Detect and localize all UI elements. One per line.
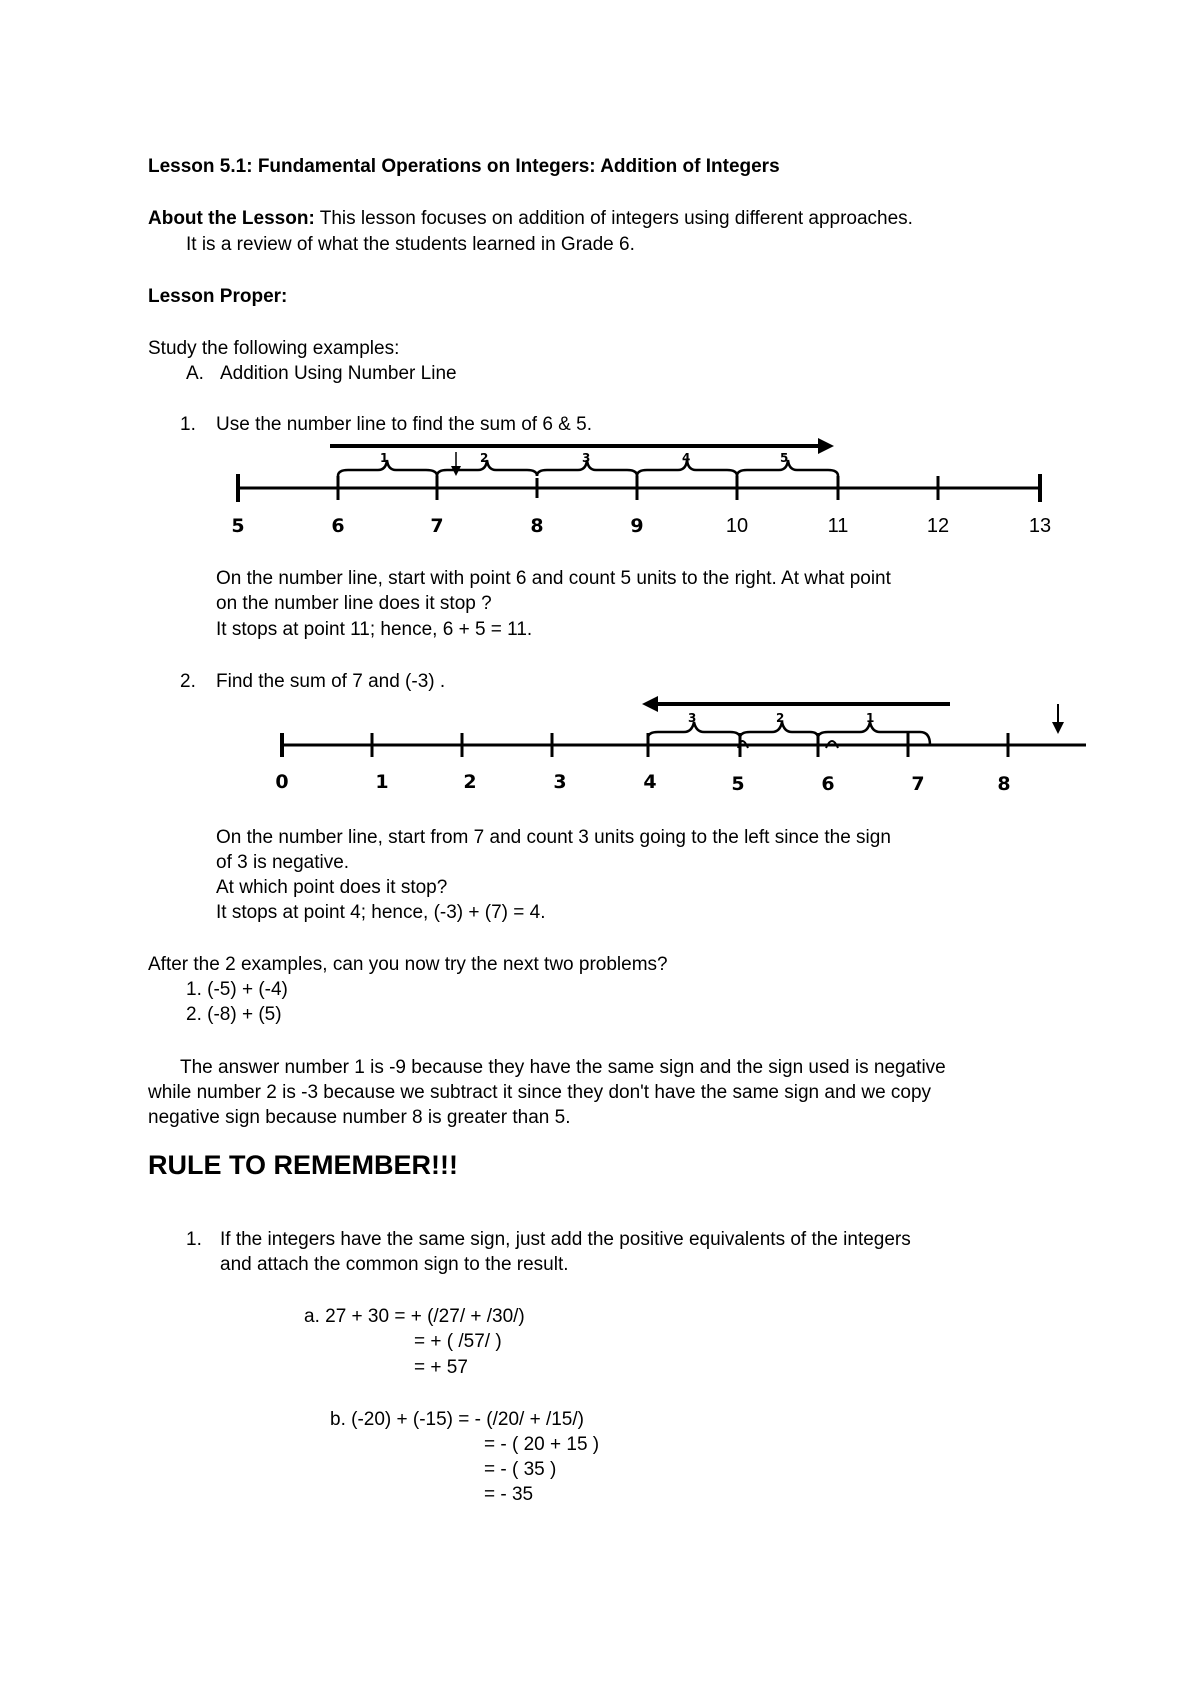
- lesson-proper-heading: Lesson Proper:: [148, 286, 288, 307]
- example1-expl-1: On the number line, start with point 6 and count 5 units to the right. At what point: [216, 568, 891, 589]
- rule1-line-1: If the integers have the same sign, just add the positive equivalents of the integers: [220, 1229, 911, 1250]
- tick-label-5: 5: [231, 515, 245, 537]
- try-problem-1: 1. (-5) + (-4): [186, 979, 288, 1000]
- tick-label-0: 0: [275, 771, 289, 793]
- example2-expl-4: It stops at point 4; hence, (-3) + (7) = 4.: [216, 902, 546, 923]
- tick-label-4: 4: [643, 771, 657, 793]
- tick-label-8: 8: [997, 773, 1011, 795]
- tick-label-3: 3: [553, 771, 567, 793]
- tick-label-6: 6: [821, 773, 835, 795]
- hop-label-5: 5: [780, 451, 789, 465]
- hop-label-3: 3: [688, 711, 697, 725]
- ex-b-line-1: b. (-20) + (-15) = - (/20/ + /15/): [330, 1409, 584, 1430]
- section-a-title: Addition Using Number Line: [220, 363, 457, 384]
- tick-label-7: 7: [430, 515, 444, 537]
- tick-label-1: 1: [375, 771, 389, 793]
- ex-a-line-3: = + 57: [414, 1357, 468, 1378]
- tick-label-2: 2: [463, 771, 477, 793]
- study-text: Study the following examples:: [148, 338, 400, 359]
- rule1-marker: 1.: [186, 1229, 202, 1250]
- example2-expl-2: of 3 is negative.: [216, 852, 350, 873]
- example1-expl-3: It stops at point 11; hence, 6 + 5 = 11.: [216, 619, 533, 640]
- answer-line-2: while number 2 is -3 because we subtract it since they don't have the same sign and we copy: [148, 1082, 932, 1103]
- about-text: This lesson focuses on addition of integers using different approaches.: [314, 208, 913, 229]
- hop-label-1: 1: [866, 711, 875, 725]
- example2-expl-1: On the number line, start from 7 and count 3 units going to the left since the sign: [216, 827, 891, 848]
- tick-label-12: 12: [926, 515, 950, 537]
- tick-label-11: 11: [827, 515, 849, 537]
- example1-expl-2: on the number line does it stop ?: [216, 593, 492, 614]
- example2-expl-3: At which point does it stop?: [216, 877, 448, 898]
- example1-marker: 1.: [180, 414, 196, 435]
- hop-label-2: 2: [776, 711, 785, 725]
- brace-3: [648, 722, 740, 745]
- tick-label-8: 8: [530, 515, 544, 537]
- ex-a-line-1: a. 27 + 30 = + (/27/ + /30/): [304, 1306, 525, 1327]
- about-line: [148, 207, 913, 231]
- hop-label-4: 4: [682, 451, 691, 465]
- arrow-down-icon: [1052, 722, 1064, 734]
- try-problem-2: 2. (-8) + (5): [186, 1004, 282, 1025]
- tick-label-5: 5: [731, 773, 745, 795]
- hop-label-3: 3: [582, 451, 591, 465]
- tick-label-13: 13: [1028, 515, 1052, 537]
- ex-a-line-2: = + ( /57/ ): [414, 1331, 502, 1352]
- answer-line-3: negative sign because number 8 is greater than 5.: [148, 1107, 571, 1128]
- example1-text: Use the number line to find the sum of 6 & 5.: [216, 414, 592, 435]
- hop-label-1: 1: [380, 451, 389, 465]
- try-intro: After the 2 examples, can you now try the next two problems?: [148, 954, 668, 975]
- tick-label-7: 7: [911, 773, 925, 795]
- tick-label-9: 9: [630, 515, 644, 537]
- answer-line-1: The answer number 1 is -9 because they have the same sign and the sign used is negative: [180, 1057, 946, 1078]
- rule1-line-2: and attach the common sign to the result.: [220, 1254, 569, 1275]
- ex-b-line-4: = - 35: [484, 1484, 534, 1505]
- arrow-right-icon: [818, 438, 834, 454]
- lesson-title: Lesson 5.1: Fundamental Operations on Integers: Addition of Integers: [148, 156, 780, 177]
- hop-label-2: 2: [480, 451, 489, 465]
- section-a-marker: A.: [186, 363, 204, 384]
- example2-marker: 2.: [180, 671, 196, 692]
- about-label: About the Lesson:: [148, 208, 315, 229]
- tick-label-10: 10: [725, 515, 749, 537]
- about-text-2: It is a review of what the students learned in Grade 6.: [186, 234, 635, 255]
- example2-text: Find the sum of 7 and (-3) .: [216, 671, 446, 692]
- ex-b-line-2: = - ( 20 + 15 ): [484, 1434, 600, 1455]
- rule-heading: RULE TO REMEMBER!!!: [148, 1150, 458, 1180]
- number-line-1: [0, 436, 1200, 556]
- ex-b-line-3: = - ( 35 ): [484, 1459, 557, 1480]
- tick-label-6: 6: [331, 515, 345, 537]
- hop-braces: [648, 722, 930, 745]
- number-line-2: [0, 696, 1200, 806]
- arrow-left-icon: [642, 696, 658, 712]
